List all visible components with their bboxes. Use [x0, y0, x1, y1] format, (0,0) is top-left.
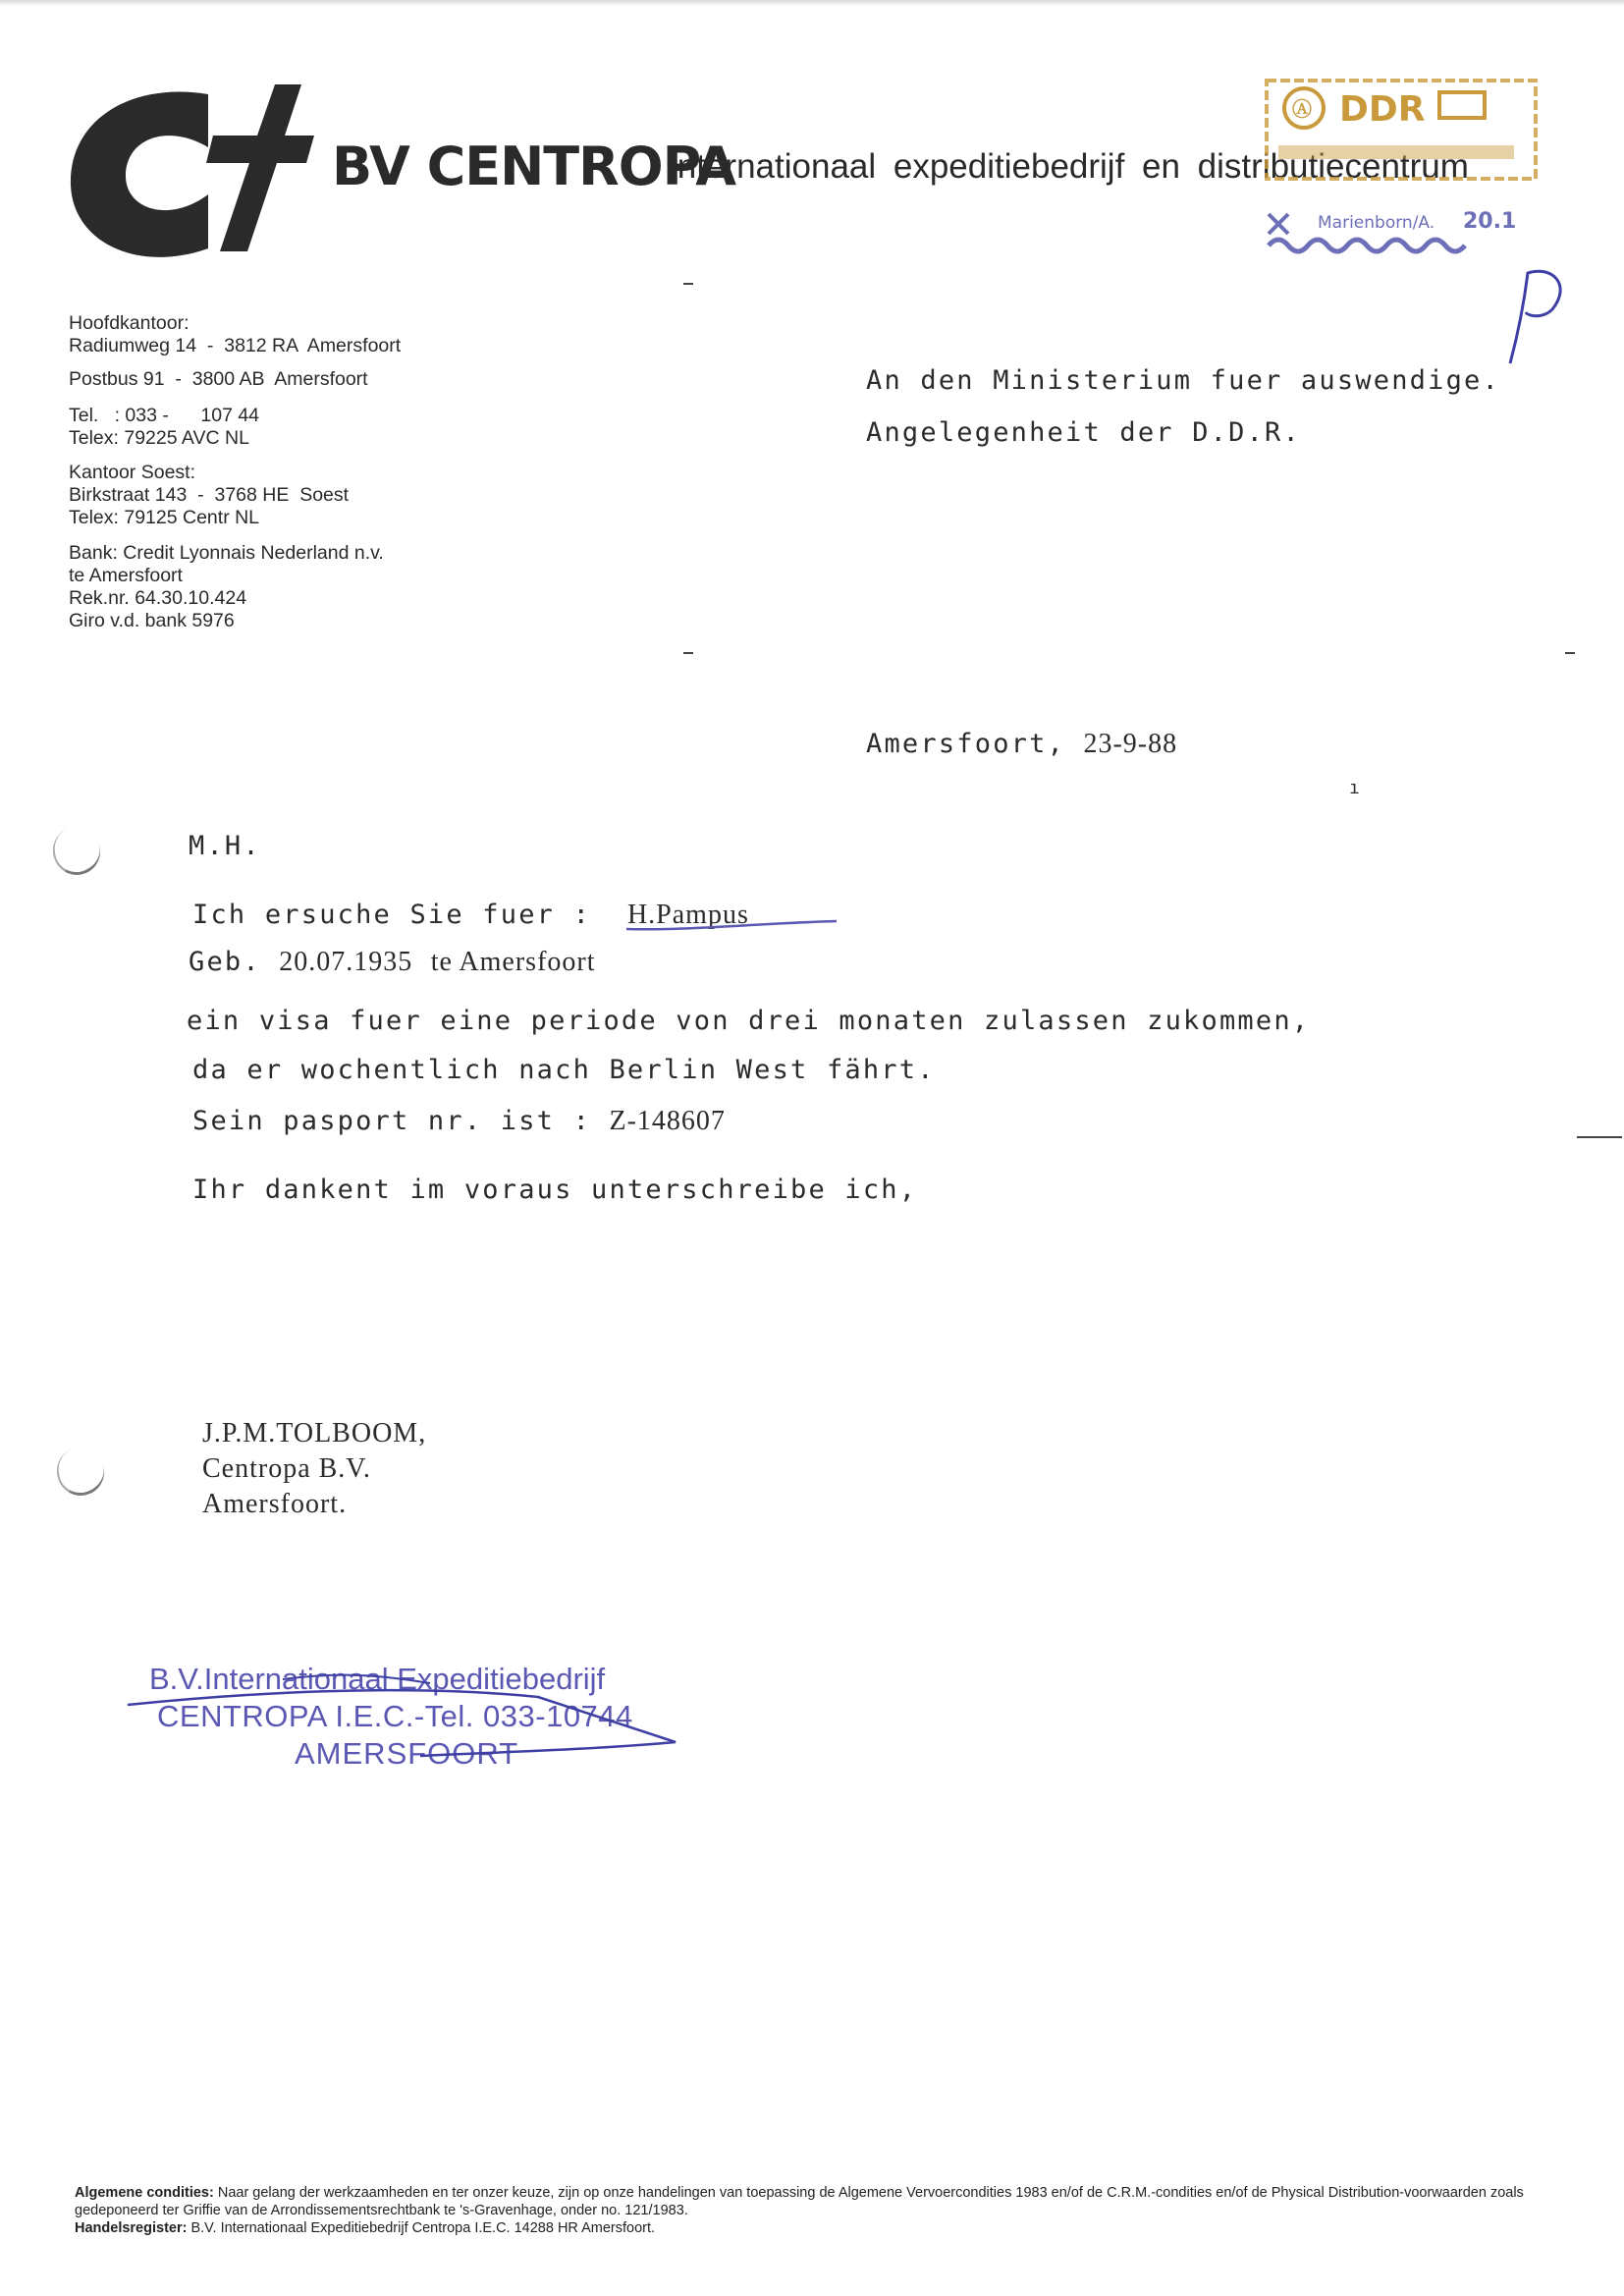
salutation: M.H.	[189, 831, 261, 861]
birth-place: te Amersfoort	[430, 947, 596, 977]
head-office-label: Hoofdkantoor:	[69, 312, 189, 334]
register-label: Handelsregister:	[75, 2220, 188, 2236]
footer-conditions	[75, 2184, 1567, 2237]
body-line-3: ein visa fuer eine periode von drei monaten zulassen zukommen,	[187, 1006, 1311, 1036]
stamp-line-3: AMERSFOORT	[295, 1736, 519, 1771]
fold-mark	[683, 652, 693, 654]
bank-block	[69, 542, 384, 632]
centropa-logo-icon	[61, 77, 316, 273]
scan-edge	[0, 0, 1624, 6]
signature-stroke	[126, 1654, 695, 1781]
postmark-date: 20.1	[1463, 209, 1517, 234]
recipient-line-1: An den Ministerium fuer auswendige.	[866, 365, 1500, 396]
company-stamp	[126, 1654, 695, 1781]
head-office-address: Radiumweg 14 - 3812 RA Amersfoort	[69, 335, 402, 356]
handwritten-p-mark	[1498, 265, 1577, 373]
margin-tick: ı	[1349, 778, 1363, 798]
birth-date: 20.07.1935	[279, 947, 413, 977]
closing-line: Ihr dankent im voraus unterschreibe ich,	[192, 1175, 918, 1205]
punch-hole	[50, 1441, 111, 1502]
recipient-line-2: Angelegenheit der D.D.R.	[866, 417, 1301, 448]
telephone: Tel. : 033 - 107 44	[69, 405, 260, 426]
giro-number: Giro v.d. bank 5976	[69, 610, 235, 631]
underline-stroke	[624, 913, 840, 935]
contact-block	[69, 405, 259, 450]
soest-address: Birkstraat 143 - 3768 HE Soest	[69, 484, 350, 506]
ddr-postmark-icon	[1259, 77, 1543, 273]
soest-office-block	[69, 462, 349, 529]
fold-mark	[683, 283, 693, 285]
birth-line	[189, 947, 596, 978]
postbus-address: Postbus 91 - 3800 AB Amersfoort	[69, 368, 368, 390]
passport-number: Z-148607	[609, 1106, 726, 1136]
postmark-place: Marienborn/A.	[1318, 213, 1435, 233]
company-brand: BV CENTROPA	[332, 136, 736, 197]
telex: Telex: 79225 AVC NL	[69, 427, 249, 449]
bank-city: te Amersfoort	[69, 565, 183, 586]
signatory-city: Amersfoort.	[202, 1489, 348, 1519]
stamp-line-2: CENTROPA I.E.C.-Tel. 033-10744	[157, 1699, 633, 1733]
birth-prefix: Geb.	[189, 947, 261, 977]
account-number: Rek.nr. 64.30.10.424	[69, 587, 247, 609]
date-line	[866, 729, 1177, 760]
body-line-4: da er wochentlich nach Berlin West fährt.	[192, 1055, 936, 1085]
person-name: H.Pampus	[626, 900, 749, 930]
stamp-line-1: B.V.Internationaal Expeditiebedrijf	[149, 1662, 606, 1696]
soest-telex: Telex: 79125 Centr NL	[69, 507, 260, 528]
letter-date: 23-9-88	[1083, 729, 1178, 759]
fold-line	[1577, 1136, 1622, 1138]
signatory-name: J.P.M.TOLBOOM,	[202, 1418, 427, 1449]
bank-name: Bank: Credit Lyonnais Nederland n.v.	[69, 542, 384, 564]
fold-mark	[1565, 652, 1575, 654]
request-prefix: Ich ersuche Sie fuer :	[192, 900, 592, 930]
postmark-country: DDR	[1339, 89, 1426, 130]
signatory-company: Centropa B.V.	[202, 1453, 371, 1484]
register-text: B.V. Internationaal Expeditiebedrijf Centropa I.E.C. 14288 HR Amersfoort.	[190, 2220, 656, 2236]
passport-prefix: Sein pasport nr. ist :	[192, 1106, 592, 1136]
conditions-label: Algemene condities:	[75, 2185, 214, 2201]
passport-line	[192, 1106, 726, 1137]
head-office-block	[69, 312, 401, 357]
svg-text:Ⓐ: Ⓐ	[1292, 97, 1312, 121]
punch-hole	[46, 820, 107, 881]
soest-label: Kantoor Soest:	[69, 462, 195, 483]
date-place: Amersfoort,	[866, 729, 1084, 759]
conditions-text: Naar gelang der werkzaamheden en ter onzer keuze, zijn op onze handelingen van toepassing de Algemene Vervoercondities 1983 en/of de C.R.M.-condities en/of de Physical Distribution-voorwaarden zoals gedeponeerd ter Griffie van de Arrondissementsrechtbank te 's-Gravenhage, onder no. 121/1983.	[75, 2185, 1524, 2218]
postbus-block	[69, 368, 368, 391]
company-tagline: internationaal expeditiebedrijf en distributiecentrum	[670, 147, 1469, 186]
